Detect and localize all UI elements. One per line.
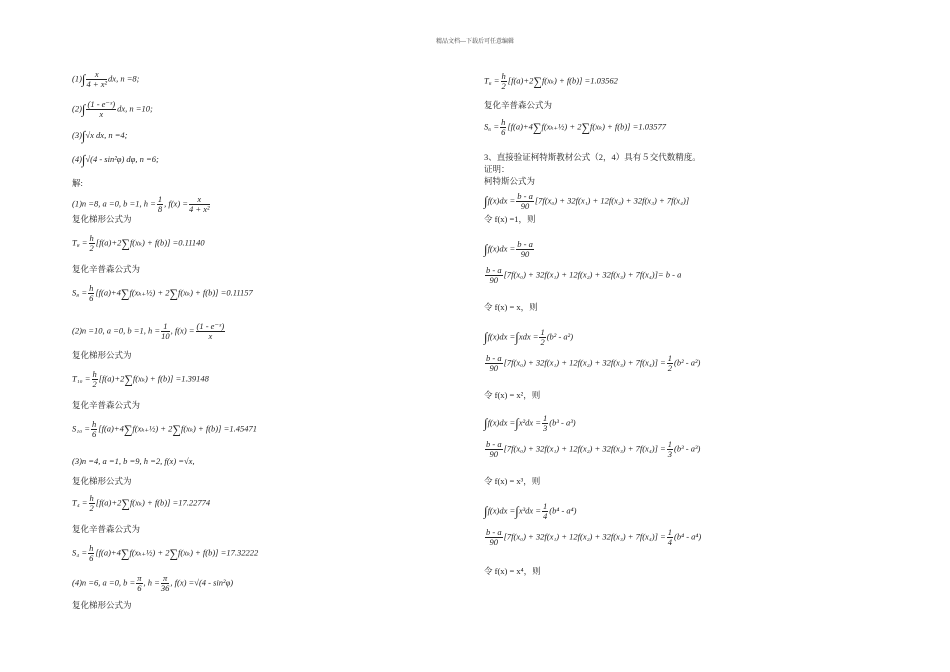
s8-formula: S₈ = $\frac{h}{6}$ [f(a)+4∑f(xₖ₊½) + 2∑f(xₖ) + f(b)] =0.11157 [72, 283, 253, 303]
problem-3: (3)∫√x dx, n =4; [72, 128, 128, 144]
s10-formula: S₁₀ = $\frac{h}{6}$ [f(a)+4∑f(xₖ₊½) + 2∑f(xₖ) + f(b)] =1.45471 [72, 419, 257, 439]
t10-formula: T₁₀ = $\frac{h}{2}$ [f(a)+2∑f(xₖ) + f(b)] =1.39148 [72, 369, 209, 389]
cotes-formula: ∫f(x)dx = $\frac{b - a}{90}$ [7f(x₀) + 32f(x₁) + 12f(x₂) + 32f(x₃) + 7f(x₄)] [484, 191, 690, 211]
problem-3-statement: 3、直接验证柯特斯教材公式（2，4）具有５交代数精度。 [484, 152, 701, 162]
cotes-x3: $\frac{b - a}{90}$ [7f(x₀) + 32f(x₁) + 12f(x₂) + 32f(x₃) + 7f(x₄)] = $\frac{1}{4}$ (b⁴ - a⁴) [486, 527, 702, 547]
simp-label-4: 复化辛普森公式为 [484, 100, 553, 110]
solution-3-params: (3)n =4, a =1, b =9, h =2, f(x) =√x, [72, 456, 195, 466]
cotes-1: $\frac{b - a}{90}$ [7f(x₀) + 32f(x₁) + 12f(x₂) + 32f(x₃) + 7f(x₄)]= b - a [486, 265, 682, 285]
int-x3: ∫f(x)dx =∫x³dx = $\frac{1}{4}$ (b⁴ - a⁴) [484, 501, 577, 521]
cotes-x: $\frac{b - a}{90}$ [7f(x₀) + 32f(x₁) + 12f(x₂) + 32f(x₃) + 7f(x₄)] = $\frac{1}{2}$ (b² - a²) [486, 353, 701, 373]
s4-formula: S₄ = $\frac{h}{6}$ [f(a)+4∑f(xₖ₊½) + 2∑f(xₖ) + f(b)] =17.32222 [72, 543, 259, 563]
solution-1-params: (1)n =8, a =0, b =1, h = $\frac{1}{8}$ , f(x) = $\frac{x}{\text{4 + x²}}$ [72, 194, 210, 214]
s6-formula: S₆ = $\frac{h}{6}$ [f(a)+4∑f(xₖ₊½) + 2∑f(xₖ) + f(b)] =1.03577 [484, 117, 666, 137]
let-f-1: 令 f(x) =1，则 [484, 214, 536, 224]
trap-label-2: 复化梯形公式为 [72, 350, 132, 360]
solution-4-params: (4)n =6, a =0, b = $\frac{\pi}{6}$ , h = $\frac{\pi}{36}$ , f(x) =√(4 - sin²φ) [72, 573, 234, 593]
let-f-x: 令 f(x) = x，则 [484, 302, 538, 312]
cotes-x2: $\frac{b - a}{90}$ [7f(x₀) + 32f(x₁) + 12f(x₂) + 32f(x₃) + 7f(x₄)] = $\frac{1}{3}$ (b³ - a³) [486, 439, 701, 459]
trap-label-3: 复化梯形公式为 [72, 476, 132, 486]
solution-2-params: (2)n =10, a =0, b =1, h = $\frac{1}{10}$ , f(x) = $\frac{\text{(1 - e⁻ˣ)}}{x}$ [72, 321, 225, 341]
int-x: ∫f(x)dx =∫xdx = $\frac{1}{2}$ (b² - a²) [484, 327, 574, 347]
page-header: 精品文档---下载后可任意编辑 [436, 39, 514, 45]
t4-formula: T₄ = $\frac{h}{2}$ [f(a)+2∑f(xₖ) + f(b)] =17.22774 [72, 493, 211, 513]
let-f-x2: 令 f(x) = x²，则 [484, 390, 541, 400]
let-f-x3: 令 f(x) = x³，则 [484, 476, 541, 486]
problem-2: (2)∫ $\frac{\text{(1 - e⁻ˣ)}}{x}$ dx, n =10; [72, 99, 153, 119]
solution-label: 解: [72, 178, 83, 188]
int-x2: ∫f(x)dx =∫x²dx = $\frac{1}{3}$ (b³ - a³) [484, 413, 576, 433]
trap-label-4: 复化梯形公式为 [72, 600, 132, 610]
simp-label-1: 复化辛普森公式为 [72, 264, 141, 274]
t8-formula: T₈ = $\frac{h}{2}$ [f(a)+2∑f(xₖ) + f(b)] =0.11140 [72, 233, 205, 253]
problem-1: (1)∫ $\frac{x}{\text{4 + x²}}$ dx, n =8; [72, 69, 140, 89]
simp-label-2: 复化辛普森公式为 [72, 400, 141, 410]
let-f-x4: 令 f(x) = x⁴，则 [484, 566, 541, 576]
cotes-label: 柯特斯公式为 [484, 176, 536, 186]
simp-label-3: 复化辛普森公式为 [72, 524, 141, 534]
t6-formula: T₆ = $\frac{h}{2}$ [f(a)+2∑f(xₖ) + f(b)] =1.03562 [484, 71, 618, 91]
int-1: ∫f(x)dx = $\frac{b - a}{90}$ [484, 239, 533, 259]
trap-label-1: 复化梯形公式为 [72, 214, 132, 224]
proof-label: 证明： [484, 164, 510, 174]
problem-4: (4)∫√(4 - sin²φ) dφ, n =6; [72, 152, 159, 168]
